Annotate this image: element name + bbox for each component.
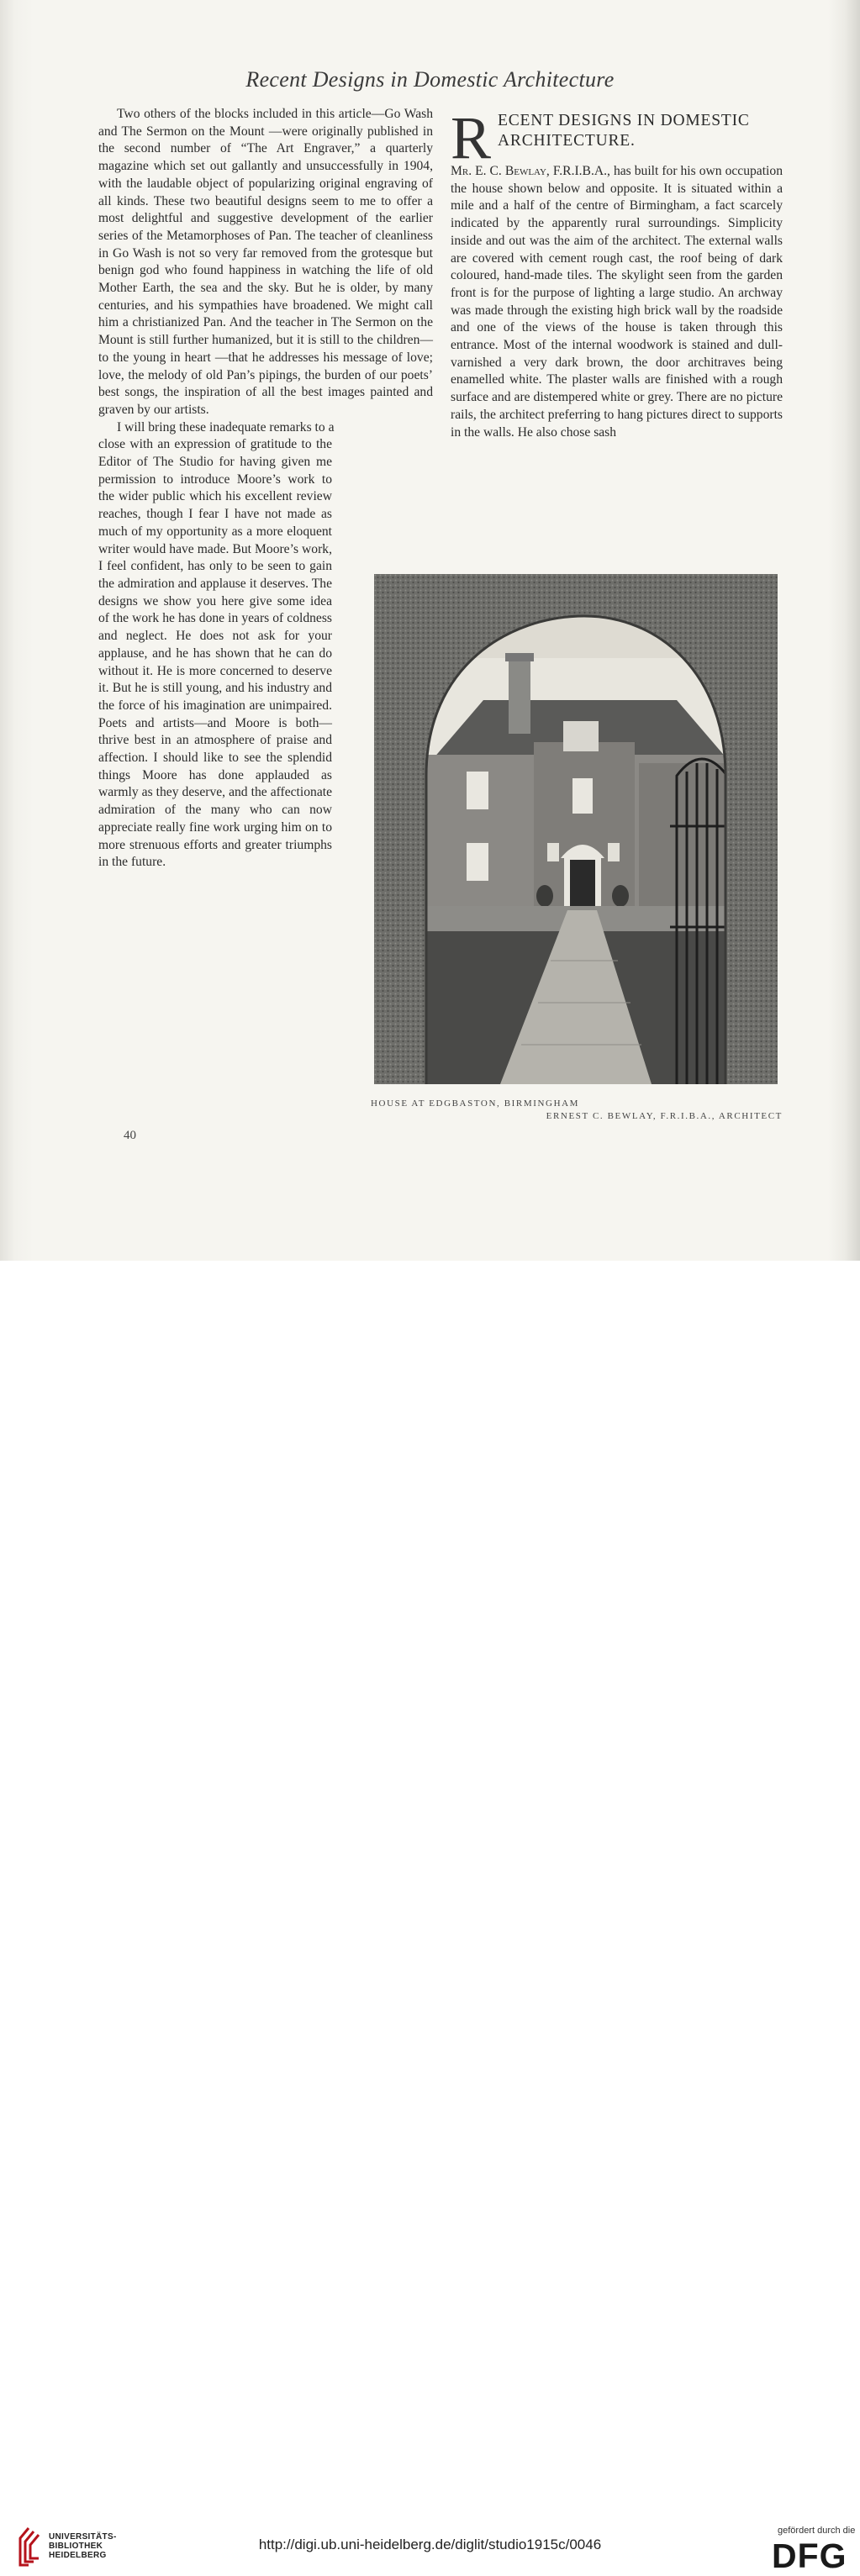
caption-title: HOUSE AT EDGBASTON, BIRMINGHAM	[371, 1098, 580, 1109]
library-name-line-2: BIBLIOTHEK	[49, 2542, 103, 2551]
paragraph-2-opening: I will bring these inadequate remarks to a	[117, 419, 335, 435]
library-name-line-3: HEIDELBERG	[49, 2551, 107, 2560]
magazine-page	[0, 0, 860, 1261]
right-column	[451, 104, 783, 441]
author-name: Mr. E. C. Bewlay, F.R.I.B.A.,	[451, 164, 610, 178]
running-head: Recent Designs in Domestic Architecture	[245, 67, 615, 92]
drop-cap: R	[451, 104, 492, 171]
caption-credit: ERNEST C. BEWLAY, F.R.I.B.A., ARCHITECT	[546, 1111, 783, 1121]
page-number: 40	[124, 1129, 136, 1142]
scanned-page	[0, 0, 860, 1261]
library-name-line-1: UNIVERSITÄTS-	[49, 2532, 117, 2542]
article-title-line-2: ARCHITECTURE.	[498, 132, 636, 150]
funding-note: gefördert durch die	[778, 2526, 856, 2536]
house-photograph	[374, 574, 778, 1084]
article-title	[498, 109, 750, 163]
paragraph-1: Two others of the blocks included in this article—Go Wash and The Sermon on the Mount —were originally published in the second number of “The Art Engraver,” a quarterly magazine which set out gallantly and unsuccessfully in 1904, with the laudable object of popularizing original engraving of all kinds. These two beautiful designs seem to me to offer a most delightful and suggestive development of the earlier series of the Metamorphoses of Pan. The teacher of cleanliness in Go Wash is not so very far removed from the grotesque but benign god who found happiness in watching the life of old Mother Earth, the sea and the sky. But he is older, by many centuries, and his sympathies have broadened. We might call him a christianized Pan. And the teacher in The Sermon on the Mount is still further humanized, but it is still to the children—to the young in heart —that he addresses his message of love; love, the melody of old Pan’s pipings, the burden of our poets’ best songs, the inspiration of all the best images painted and graven by our artists.	[98, 107, 433, 417]
dfg-logo: DFG	[772, 2536, 847, 2575]
permalink-url[interactable]: http://digi.ub.uni-heidelberg.de/diglit/studio1915c/0046	[258, 2536, 602, 2552]
footer-bar	[0, 1261, 860, 2575]
paragraph-2-wrapped: close with an expression of gratitude to the Editor of The Studio for having given me permission to introduce Moore’s work to the wider public which his excellent review reaches, though I fear I have not made as much of my opportunity as a more eloquent writer would have made. But Moore’s work, I feel confident, has only to be seen to gain the admiration and applause it deserves. The designs we show you here give some idea of the work he has done in years of coldness and neglect. He does not ask for your applause, and he has shown that he can do without it. He is more concerned to deserve it. But he is still young, and his industry and the force of his imagination are unimpaired. Poets and artists—and Moore is both—thrive best in an atmosphere of praise and affection. I should like to see the splendid things Moore has done applauded as warmly as they deserve, and the affectionate admiration of the many who can now appreciate really fine work urging him on to more strenuous efforts and greater triumphs in the future.	[98, 437, 332, 870]
photo-caption	[371, 1098, 783, 1121]
article-body	[451, 163, 783, 441]
article-body-text: has built for his own occupation the house shown below and opposite. It is situated within a mile and a half of the centre of Birmingham, a fact scarcely indicated by the apparently rural surroundings. Simplicity inside and out was the aim of the architect. The external walls are covered with cement rough cast, the roof being of dark coloured, hand-made tiles. The skylight seen from the garden front is for the purpose of lighting a large studio. An archway was made through the existing high brick wall by the roadside and one of the views of the house is taken through this entrance. Most of the internal woodwork is stained and dull-varnished a very dark brown, the door architraves being enamelled white. The plaster walls are finished with a rough surface and are distempered white or grey. There are no picture rails, the architect preferring to hang pictures direct to supports in the walls. He also chose sash	[451, 164, 783, 440]
article-title-line-1: ECENT DESIGNS IN DOMESTIC	[498, 112, 750, 129]
house-photo-illustration	[374, 574, 778, 1084]
